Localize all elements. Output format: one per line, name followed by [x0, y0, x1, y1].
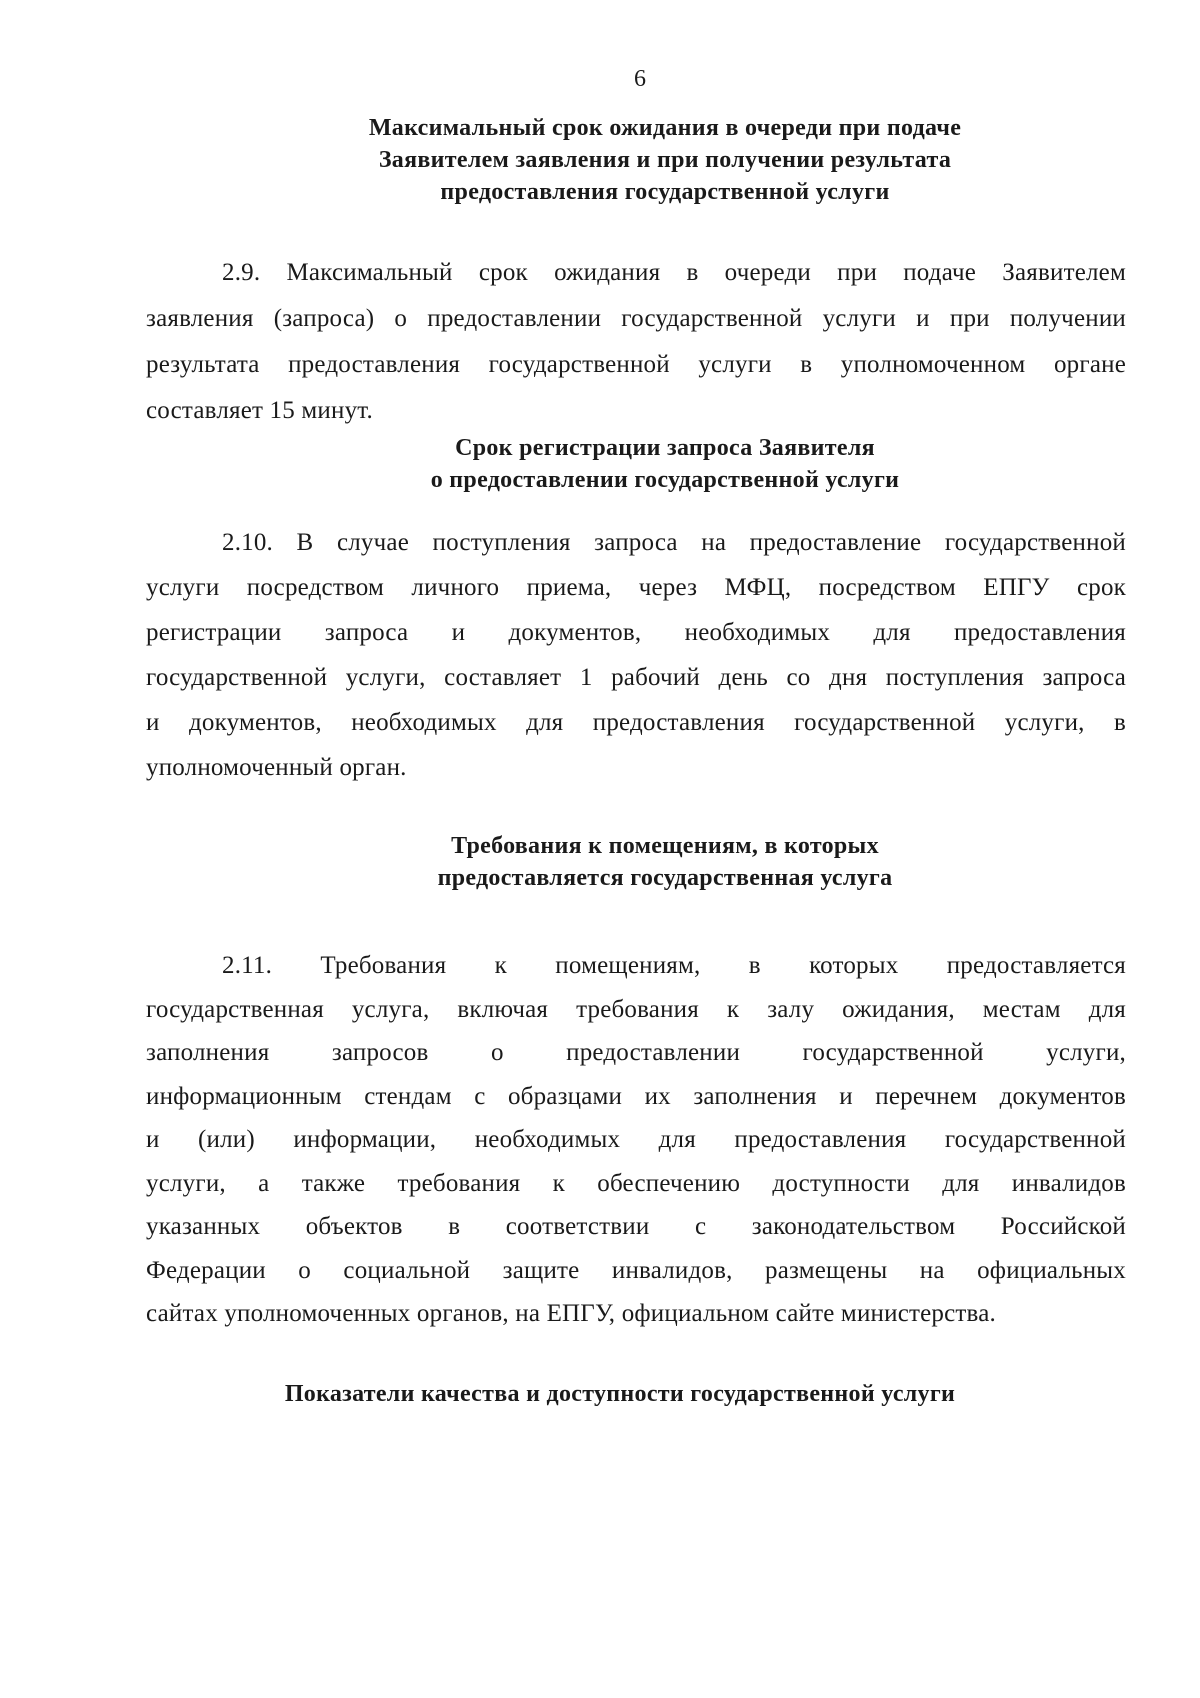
page-number: 6	[634, 66, 646, 92]
section-heading-premises-requirements	[0, 830, 1200, 894]
heading-line: предоставления государственной услуги	[440, 179, 890, 205]
paragraph-line: услуги посредством личного приема, через МФЦ, посредством ЕПГУ срок	[146, 574, 1126, 601]
section-heading-quality-indicators	[0, 1378, 1200, 1410]
heading-line: Максимальный срок ожидания в очереди при подаче	[368, 115, 962, 141]
paragraph-2-11	[146, 944, 1126, 1336]
heading-line: Требования к помещениям, в которых	[451, 833, 879, 859]
paragraph-line: государственной услуги, составляет 1 рабочий день со дня поступления запроса	[146, 664, 1126, 691]
paragraph-line: заполнения запросов о предоставлении государственной услуги,	[146, 1039, 1126, 1066]
paragraph-line: государственная услуга, включая требования к залу ожидания, местам для	[146, 995, 1126, 1023]
paragraph-line: информационным стендам с образцами их заполнения и перечнем документов	[146, 1082, 1126, 1110]
heading-line: Заявителем заявления и при получении результата	[378, 147, 952, 173]
heading-line: предоставляется государственная услуга	[437, 865, 893, 891]
paragraph-line: заявления (запроса) о предоставлении государственной услуги и при получении	[146, 305, 1126, 332]
heading-line: Срок регистрации запроса Заявителя	[455, 435, 875, 461]
section-heading-registration-term	[0, 432, 1200, 496]
paragraph-line: 2.9. Максимальный срок ожидания в очереди при подаче Заявителем	[222, 259, 1126, 286]
paragraph-line: результата предоставления государственной услуги в уполномоченном органе	[146, 351, 1126, 378]
paragraph-line: указанных объектов в соответствии с законодательством Российской	[146, 1213, 1126, 1240]
section-heading-queue-time	[0, 112, 1200, 208]
paragraph-line: уполномоченный орган.	[146, 754, 407, 781]
paragraph-line: Федерации о социальной защите инвалидов, размещены на официальных	[146, 1256, 1126, 1284]
paragraph-line: услуги, а также требования к обеспечению доступности для инвалидов	[146, 1169, 1126, 1197]
paragraph-line: 2.10. В случае поступления запроса на предоставление государственной	[222, 529, 1126, 556]
paragraph-2-10	[146, 520, 1126, 790]
paragraph-line: и документов, необходимых для предоставления государственной услуги, в	[146, 709, 1126, 736]
paragraph-line: и (или) информации, необходимых для предоставления государственной	[146, 1126, 1126, 1153]
paragraph-line: регистрации запроса и документов, необходимых для предоставления	[146, 619, 1126, 646]
paragraph-line: составляет 15 минут.	[146, 397, 373, 424]
heading-line: Показатели качества и доступности государственной услуги	[284, 1381, 956, 1407]
paragraph-2-9	[146, 250, 1126, 434]
paragraph-line: сайтах уполномоченных органов, на ЕПГУ, официальном сайте министерства.	[146, 1300, 996, 1327]
heading-line: о предоставлении государственной услуги	[430, 467, 900, 493]
paragraph-line: 2.11. Требования к помещениям, в которых предоставляется	[222, 952, 1126, 979]
